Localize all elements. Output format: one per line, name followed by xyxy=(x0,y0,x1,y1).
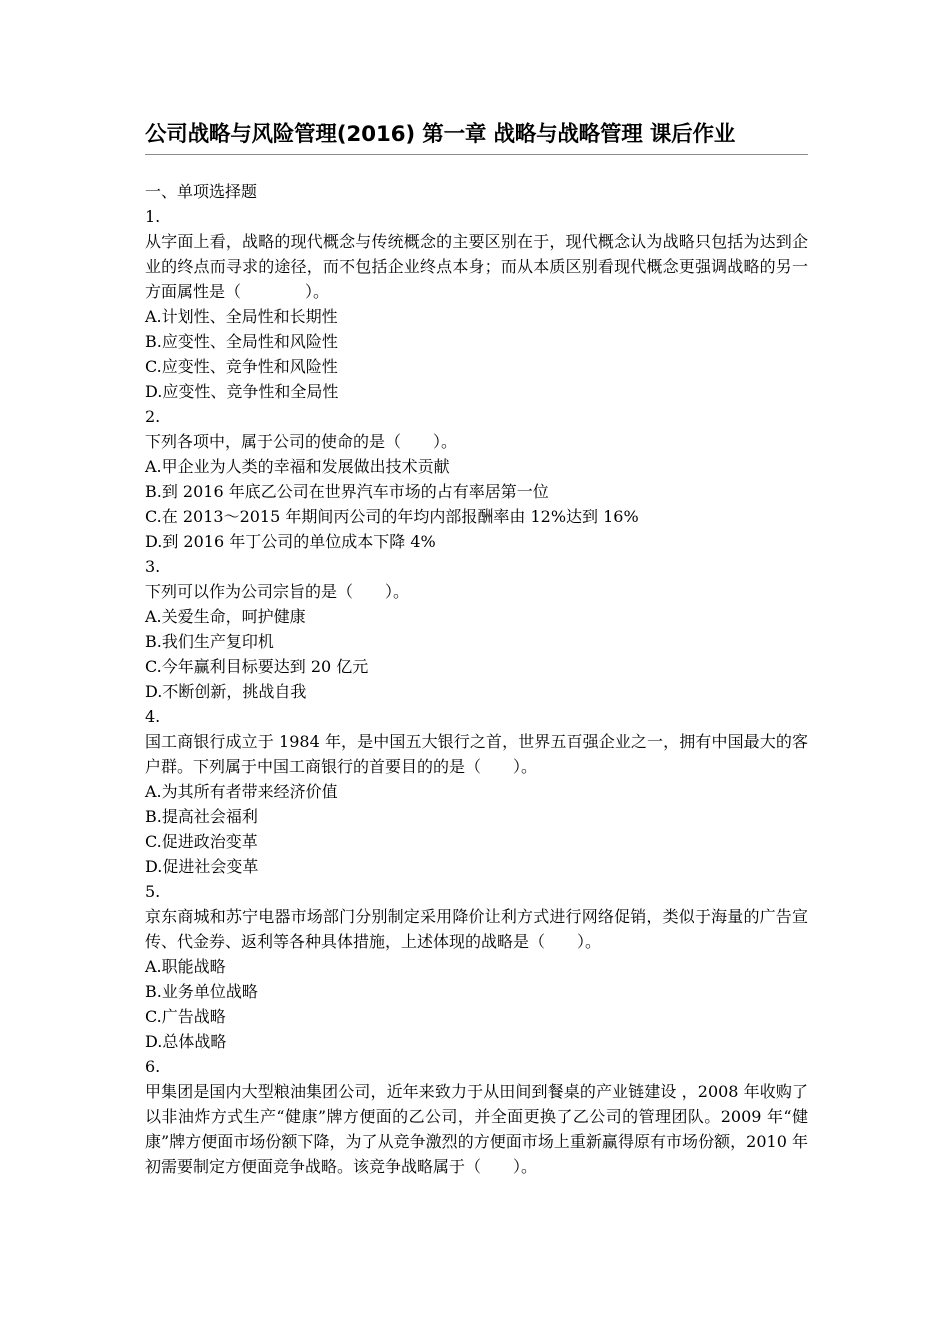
answer-option: D.到 2016 年丁公司的单位成本下降 4% xyxy=(145,532,436,551)
question-block xyxy=(145,1054,808,1179)
document-page xyxy=(145,118,808,1179)
answer-option: C.在 2013～2015 年期间丙公司的年均内部报酬率由 12%达到 16% xyxy=(145,507,639,526)
answer-option: A.计划性、全局性和长期性 xyxy=(145,307,338,326)
answer-option: A.甲企业为人类的幸福和发展做出技术贡献 xyxy=(145,457,450,476)
answer-option: C.应变性、竞争性和风险性 xyxy=(145,357,338,376)
answer-option: B.提高社会福利 xyxy=(145,807,258,826)
answer-option: A.关爱生命，呵护健康 xyxy=(145,607,306,626)
section-heading: 一、单项选择题 xyxy=(145,182,258,201)
answer-option: D.不断创新，挑战自我 xyxy=(145,682,307,701)
question-stem: 京东商城和苏宁电器市场部门分别制定采用降价让利方式进行网络促销，类似于海量的广告宣传、代金券、返利等各种具体措施，上述体现的战略是（ ）。 xyxy=(145,907,808,951)
question-stem: 甲集团是国内大型粮油集团公司，近年来致力于从田间到餐桌的产业链建设 ，2008 年收购了以非油炸方式生产“健康”牌方便面的乙公司，并全面更换了乙公司的管理团队。2009 年“健康”牌方便面市场份额下降，为了从竞争激烈的方便面市场上重新赢得原有市场份额，2010 年初需要制定方便面竞争战略。该竞争战略属于（ ）。 xyxy=(145,1082,808,1176)
answer-option: B.应变性、全局性和风险性 xyxy=(145,332,338,351)
question-number: 2. xyxy=(145,407,161,426)
answer-option: B.到 2016 年底乙公司在世界汽车市场的占有率居第一位 xyxy=(145,482,549,501)
answer-option: A.职能战略 xyxy=(145,957,226,976)
document-title: 公司战略与风险管理(2016) 第一章 战略与战略管理 课后作业 xyxy=(145,118,808,155)
question-block xyxy=(145,404,808,554)
answer-option: D.总体战略 xyxy=(145,1032,227,1051)
question-stem: 从字面上看，战略的现代概念与传统概念的主要区别在于，现代概念认为战略只包括为达到企业的终点而寻求的途径，而不包括企业终点本身；而从本质区别看现代概念更强调战略的另一方面属性是（ ）。 xyxy=(145,232,808,301)
question-stem: 国工商银行成立于 1984 年，是中国五大银行之首，世界五百强企业之一，拥有中国最大的客户群。下列属于中国工商银行的首要目的的是（ ）。 xyxy=(145,732,808,776)
question-number: 5. xyxy=(145,882,161,901)
answer-option: D.应变性、竞争性和全局性 xyxy=(145,382,339,401)
answer-option: C.今年赢利目标要达到 20 亿元 xyxy=(145,657,369,676)
question-number: 3. xyxy=(145,557,161,576)
question-block xyxy=(145,704,808,879)
question-list xyxy=(145,204,808,1179)
question-block xyxy=(145,204,808,404)
question-number: 4. xyxy=(145,707,161,726)
question-stem: 下列各项中，属于公司的使命的是（ ）。 xyxy=(145,432,458,451)
question-block xyxy=(145,879,808,1054)
question-number: 1. xyxy=(145,207,161,226)
answer-option: C.广告战略 xyxy=(145,1007,226,1026)
answer-option: A.为其所有者带来经济价值 xyxy=(145,782,338,801)
answer-option: B.我们生产复印机 xyxy=(145,632,274,651)
question-number: 6. xyxy=(145,1057,161,1076)
answer-option: C.促进政治变革 xyxy=(145,832,258,851)
answer-option: B.业务单位战略 xyxy=(145,982,258,1001)
answer-option: D.促进社会变革 xyxy=(145,857,259,876)
question-stem: 下列可以作为公司宗旨的是（ ）。 xyxy=(145,582,410,601)
question-block xyxy=(145,554,808,704)
